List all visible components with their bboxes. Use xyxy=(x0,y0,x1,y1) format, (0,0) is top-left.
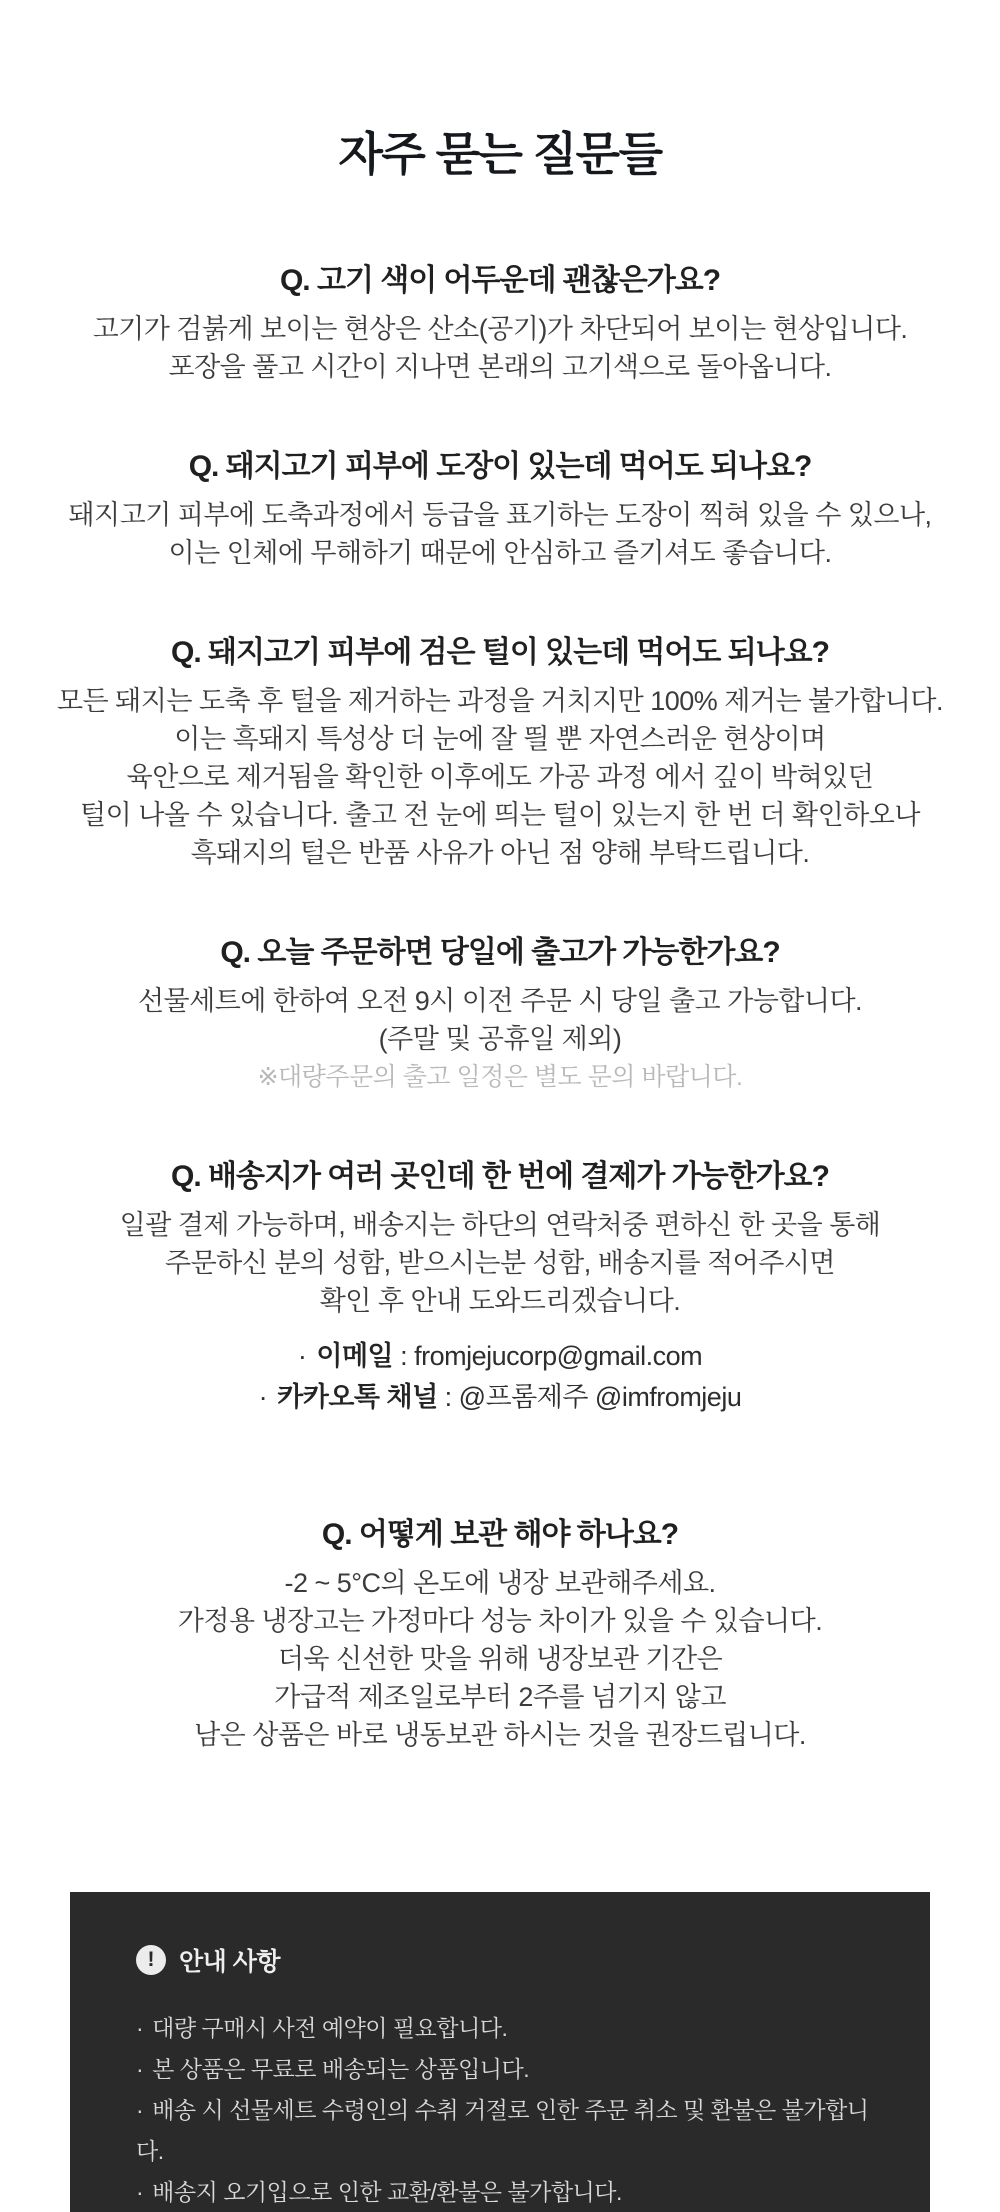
notice-item-text: 배송 시 선물세트 수령인의 수취 거절로 인한 주문 취소 및 환불은 불가합니다. xyxy=(136,2097,869,2164)
faq-answer-line: 고기가 검붉게 보이는 현상은 산소(공기)가 차단되어 보이는 현상입니다. xyxy=(92,314,908,344)
faq-answer-line: 확인 후 안내 도와드리겠습니다. xyxy=(319,1286,681,1316)
notice-header xyxy=(136,1942,880,1978)
faq-answer-line: 남은 상품은 바로 냉동보관 하시는 것을 권장드립니다. xyxy=(194,1720,806,1750)
faq-item-storage xyxy=(0,1518,1000,1754)
bullet: · xyxy=(258,1382,268,1412)
faq-item-meat-color xyxy=(0,264,1000,386)
notice-item xyxy=(136,2008,880,2049)
faq-answer-line: 모든 돼지는 도축 후 털을 제거하는 과정을 거치지만 100% 제거는 불가합니다. xyxy=(57,686,943,716)
faq-question: Q. 어떻게 보관 해야 하나요? xyxy=(321,1518,679,1551)
notice-item xyxy=(136,2049,880,2090)
faq-answer-line: 가급적 제조일로부터 2주를 넘기지 않고 xyxy=(274,1682,726,1712)
faq-answer-line: 이는 흑돼지 특성상 더 눈에 잘 띌 뿐 자연스러운 현상이며 xyxy=(174,724,826,754)
faq-item-black-hair xyxy=(0,636,1000,872)
faq-answer-note: ※대량주문의 출고 일정은 별도 문의 바랍니다. xyxy=(257,1063,743,1091)
faq-answer-line: -2 ~ 5°C의 온도에 냉장 보관해주세요. xyxy=(284,1568,716,1598)
faq-answer-line: 육안으로 제거됨을 확인한 이후에도 가공 과정 에서 깊이 박혀있던 xyxy=(126,762,874,792)
faq-answer-line: 가정용 냉장고는 가정마다 성능 차이가 있을 수 있습니다. xyxy=(177,1606,823,1636)
notice-item xyxy=(136,2172,880,2212)
faq-question: Q. 고기 색이 어두운데 괜찮은가요? xyxy=(279,264,721,297)
faq-item-multi-address-payment xyxy=(0,1160,1000,1418)
exclamation-glyph: ! xyxy=(147,1948,155,1971)
faq-answer-line: 더욱 신선한 맛을 위해 냉장보관 기간은 xyxy=(277,1644,723,1674)
notice-title: 안내 사항 xyxy=(179,1948,281,1976)
faq-question: Q. 배송지가 여러 곳인데 한 번에 결제가 가능한가요? xyxy=(171,1160,829,1193)
contact-kakao-value: @프롬제주 @imfromjeju xyxy=(458,1382,742,1412)
bullet: · xyxy=(297,1341,307,1371)
faq-question: Q. 돼지고기 피부에 검은 털이 있는데 먹어도 되나요? xyxy=(171,636,829,669)
faq-answer-line: 이는 인체에 무해하기 때문에 안심하고 즐기셔도 좋습니다. xyxy=(168,538,832,568)
notice-item-text: 본 상품은 무료로 배송되는 상품입니다. xyxy=(152,2056,530,2082)
page-title: 자주 묻는 질문들 xyxy=(338,128,662,180)
faq-answer-line: 돼지고기 피부에 도축과정에서 등급을 표기하는 도장이 찍혀 있을 수 있으나, xyxy=(68,500,932,530)
faq-answer-line: 일괄 결제 가능하며, 배송지는 하단의 연락처중 편하신 한 곳을 통해 xyxy=(119,1210,881,1240)
notice-item-text: 대량 구매시 사전 예약이 필요합니다. xyxy=(152,2015,508,2041)
bullet: · xyxy=(136,2179,144,2205)
faq-answer-line: 포장을 풀고 시간이 지나면 본래의 고기색으로 돌아옵니다. xyxy=(168,352,832,382)
notice-box xyxy=(70,1892,930,2212)
contact-email-line xyxy=(0,1336,1000,1377)
faq-answer-line: 주문하신 분의 성함, 받으시는분 성함, 배송지를 적어주시면 xyxy=(165,1248,835,1278)
faq-question: Q. 돼지고기 피부에 도장이 있는데 먹어도 되나요? xyxy=(188,450,812,483)
faq-item-same-day-shipping xyxy=(0,936,1000,1096)
contact-email-value: fromjejucorp@gmail.com xyxy=(414,1341,703,1371)
faq-question: Q. 오늘 주문하면 당일에 출고가 가능한가요? xyxy=(220,936,780,969)
bullet: · xyxy=(136,2097,144,2123)
contact-separator: : xyxy=(393,1341,415,1371)
faq-answer-line: 털이 나올 수 있습니다. 출고 전 눈에 띄는 털이 있는지 한 번 더 확인하오나 xyxy=(80,800,920,830)
notice-list xyxy=(136,2008,880,2212)
faq-answer-line: (주말 및 공휴일 제외) xyxy=(378,1024,622,1054)
faq-item-skin-stamp xyxy=(0,450,1000,572)
contact-separator: : xyxy=(437,1382,459,1412)
contact-kakao-line xyxy=(0,1377,1000,1418)
bullet: · xyxy=(136,2056,144,2082)
exclamation-circle-icon xyxy=(136,1945,166,1975)
contact-email-label: 이메일 xyxy=(316,1341,394,1371)
bullet: · xyxy=(136,2015,144,2041)
contact-list xyxy=(0,1336,1000,1418)
notice-item-text: 배송지 오기입으로 인한 교환/환불은 불가합니다. xyxy=(152,2179,622,2205)
contact-kakao-label: 카카오톡 채널 xyxy=(277,1382,438,1412)
notice-item xyxy=(136,2090,880,2172)
faq-answer-line: 선물세트에 한하여 오전 9시 이전 주문 시 당일 출고 가능합니다. xyxy=(137,986,863,1016)
faq-answer-line: 흑돼지의 털은 반품 사유가 아닌 점 양해 부탁드립니다. xyxy=(190,838,810,868)
